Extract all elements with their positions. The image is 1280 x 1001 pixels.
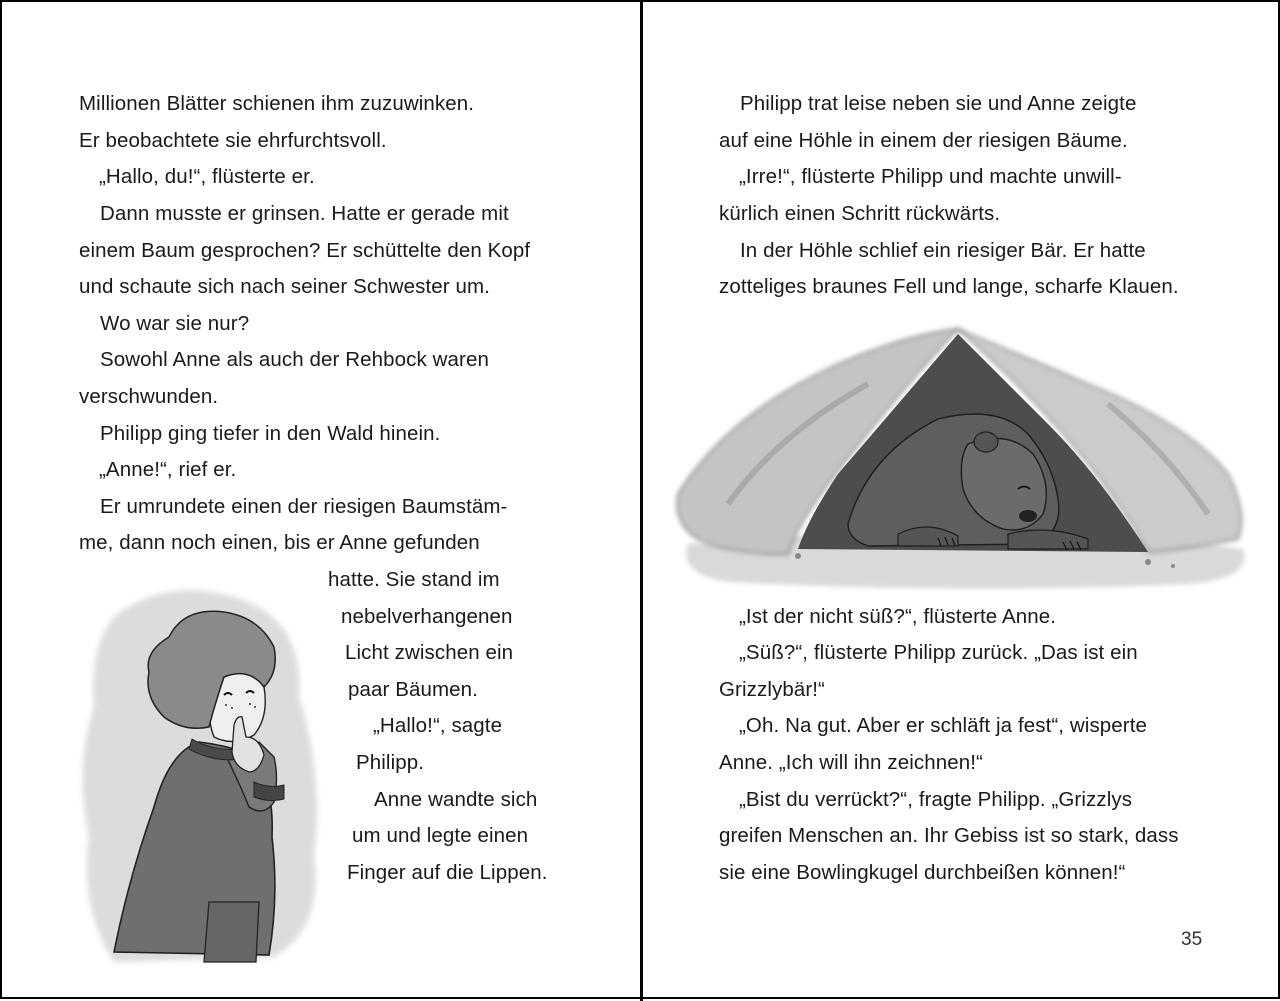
text-line: auf eine Höhle in einem der riesigen Bäume. [719, 129, 1128, 152]
text-line: me, dann noch einen, bis er Anne gefunden [79, 531, 480, 554]
text-line: „Süß?“, flüsterte Philipp zurück. „Das ist ein [739, 641, 1138, 664]
sleeping-bear-in-tree-cave-illustration [668, 324, 1258, 594]
text-line: Philipp. [356, 751, 425, 774]
text-line: Er umrundete einen der riesigen Baumstäm- [100, 495, 508, 518]
text-line: hatte. Sie stand im [328, 568, 500, 591]
left-page [2, 2, 640, 1001]
text-line: „Bist du verrückt?“, fragte Philipp. „Grizzlys [739, 788, 1133, 811]
text-line: Philipp ging tiefer in den Wald hinein. [100, 422, 441, 445]
text-line: In der Höhle schlief ein riesiger Bär. Er hatte [740, 239, 1146, 262]
text-line: Finger auf die Lippen. [347, 861, 548, 884]
text-line: paar Bäumen. [348, 678, 478, 701]
girl-finger-on-lips-illustration [74, 577, 334, 967]
text-line: Licht zwischen ein [345, 641, 514, 664]
text-line: Grizzlybär!“ [719, 678, 825, 701]
text-line: und schaute sich nach seiner Schwester um. [79, 275, 490, 298]
text-line: einem Baum gesprochen? Er schüttelte den Kopf [79, 239, 531, 262]
text-line: Wo war sie nur? [100, 312, 250, 335]
text-line: Anne. „Ich will ihn zeichnen!“ [719, 751, 983, 774]
text-line: kürlich einen Schritt rückwärts. [719, 202, 1001, 225]
text-line: Philipp trat leise neben sie und Anne zeigte [740, 92, 1137, 115]
text-line: Dann musste er grinsen. Hatte er gerade mit [100, 202, 509, 225]
right-page [643, 2, 1280, 1001]
text-line: „Anne!“, rief er. [99, 458, 237, 481]
text-line: greifen Menschen an. Ihr Gebiss ist so stark, dass [719, 824, 1179, 847]
text-line: Anne wandte sich [374, 788, 538, 811]
text-line: Millionen Blätter schienen ihm zuzuwinken. [79, 92, 475, 115]
text-line: um und legte einen [352, 824, 529, 847]
text-line: „Ist der nicht süß?“, flüsterte Anne. [739, 605, 1057, 628]
text-line: Sowohl Anne als auch der Rehbock waren [100, 348, 489, 371]
text-line: „Hallo, du!“, flüsterte er. [99, 165, 315, 188]
text-line: „Oh. Na gut. Aber er schläft ja fest“, wisperte [739, 714, 1148, 737]
text-line: zotteliges braunes Fell und lange, scharfe Klauen. [719, 275, 1179, 298]
text-line: verschwunden. [79, 385, 219, 408]
text-line: Er beobachtete sie ehrfurchtsvoll. [79, 129, 387, 152]
text-line: „Irre!“, flüsterte Philipp und machte unwill- [739, 165, 1122, 188]
text-line: nebelverhangenen [341, 605, 513, 628]
text-line: sie eine Bowlingkugel durchbeißen können!“ [719, 861, 1126, 884]
page-number: 35 [1181, 929, 1203, 950]
text-line: „Hallo!“, sagte [373, 714, 503, 737]
